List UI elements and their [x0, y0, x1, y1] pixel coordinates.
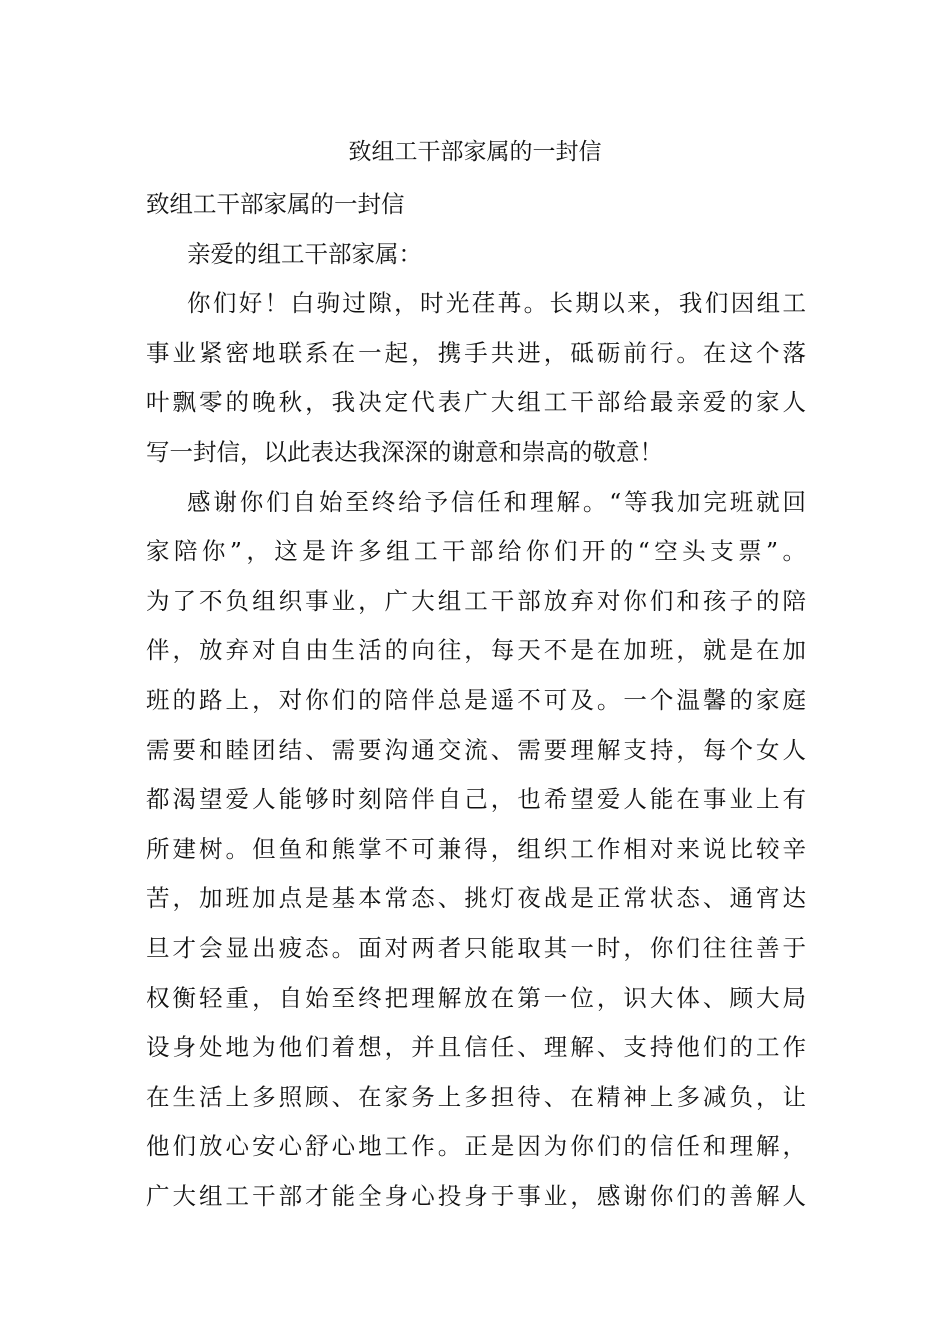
text-line: 广大组工干部才能全身心投身于事业，感谢你们的善解人 [146, 1181, 806, 1210]
text-line: 所建树。但鱼和熊掌不可兼得，组织工作相对来说比较辛 [146, 834, 806, 863]
text-line: 家陪你”，这是许多组工干部给你们开的“空头支票”。 [146, 537, 806, 566]
text-line: 致组工干部家属的一封信 [146, 190, 405, 218]
text-line: 都渴望爱人能够时刻陪伴自己，也希望爱人能在事业上有 [146, 785, 806, 814]
text-line: 感谢你们自始至终给予信任和理解。“等我加完班就回 [187, 487, 806, 516]
text-line: 需要和睦团结、需要沟通交流、需要理解支持，每个女人 [146, 735, 806, 764]
text-line: 旦才会显出疲态。面对两者只能取其一时，你们往往善于 [146, 933, 806, 962]
text-line: 伴，放弃对自由生活的向往，每天不是在加班，就是在加 [146, 636, 806, 665]
text-line: 权衡轻重，自始至终把理解放在第一位，识大体、顾大局 [146, 983, 806, 1012]
text-line: 写一封信，以此表达我深深的谢意和崇高的敬意！ [146, 437, 663, 466]
text-line: 为了不负组织事业，广大组工干部放弃对你们和孩子的陪 [146, 586, 806, 615]
text-line: 他们放心安心舒心地工作。正是因为你们的信任和理解， [146, 1132, 806, 1161]
text-line: 在生活上多照顾、在家务上多担待、在精神上多减负，让 [146, 1082, 806, 1111]
document-title: 致组工干部家属的一封信 [348, 139, 602, 165]
text-line: 设身处地为他们着想，并且信任、理解、支持他们的工作 [146, 1033, 806, 1062]
text-line: 班的路上，对你们的陪伴总是遥不可及。一个温馨的家庭 [146, 685, 806, 714]
text-line: 事业紧密地联系在一起，携手共进，砥砺前行。在这个落 [146, 338, 806, 367]
text-line: 苦，加班加点是基本常态、挑灯夜战是正常状态、通宵达 [146, 884, 806, 913]
text-line: 叶飘零的晚秋，我决定代表广大组工干部给最亲爱的家人 [146, 388, 806, 417]
document-body [146, 180, 806, 1221]
text-line: 你们好！白驹过隙，时光荏苒。长期以来，我们因组工 [187, 289, 806, 318]
text-line: 亲爱的组工干部家属： [187, 239, 422, 268]
